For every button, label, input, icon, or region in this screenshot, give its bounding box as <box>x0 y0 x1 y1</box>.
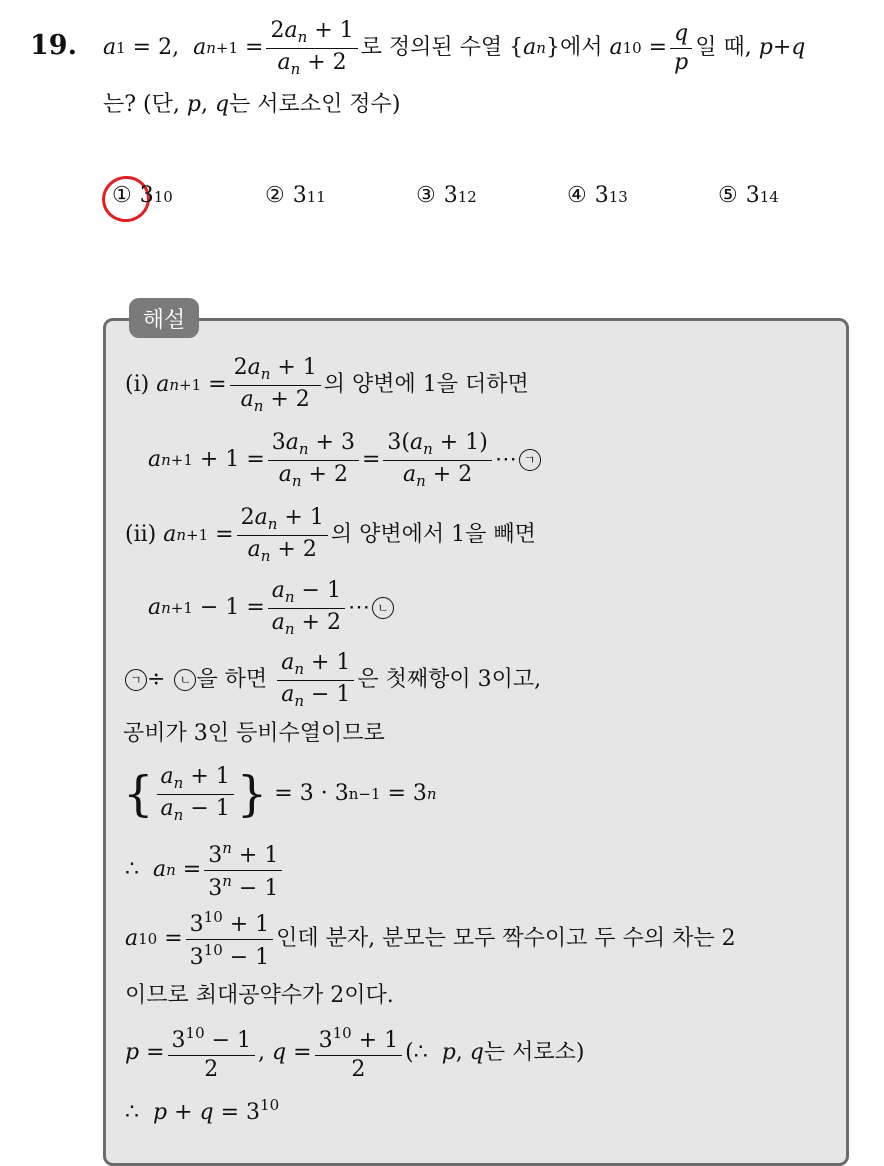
question-line-2: 는? (단, p, q는 서로소인 정수) <box>103 92 401 117</box>
label-giyeok-icon: ㄱ <box>519 449 541 471</box>
sol-line-6: 공비가 3인 등비수열이므로 <box>123 721 385 746</box>
sol-line-10: 이므로 최대공약수가 2이다. <box>125 983 394 1008</box>
label-nieun-icon: ㄴ <box>372 597 394 619</box>
where-text: 에서 <box>559 35 603 60</box>
sol-line-9: a 10 = $\frac{3^{10} + 1}{3^{10} - 1}$ 인데 분자, 분모는 모두 짝수이고 두 수의 차는 2 <box>125 907 736 970</box>
question-number: 19. <box>30 30 77 61</box>
choice-3[interactable]: ③ 3 12 <box>416 183 477 208</box>
label-giyeok-icon: ㄱ <box>125 669 147 691</box>
choice-5[interactable]: ⑤ 3 14 <box>718 183 779 208</box>
q-over-p: $\frac{q}{p}$ <box>670 23 692 74</box>
label-nieun-icon: ㄴ <box>174 669 196 691</box>
solution-tag: 해설 <box>129 298 199 338</box>
choice-4[interactable]: ④ 3 13 <box>567 183 628 208</box>
question-line-1: a 1 = 2, a n +1 = $\frac{2a_n + 1}{a_n + 2}$ 로 정의된 수열 { a n } 에서 a 10 = $\frac{q}{p}$ 일 때, p + q <box>103 17 806 78</box>
sol-line-11: p = $\frac{3^{10} - 1}{2}$ , q = $\frac{3^{10} + 1}{2}$ ( ∴ p , q 는 서로소) <box>125 1023 585 1082</box>
sol-line-3: (ii) a n +1 = $\frac{2a_n + 1}{a_n + 2}$ 의 양변에서 1을 빼면 <box>125 504 536 565</box>
choice-2[interactable]: ② 3 11 <box>265 183 326 208</box>
sol-line-8: ∴ a n = $\frac{3^n + 1}{3^n - 1}$ <box>125 838 285 902</box>
sol-line-7: { $\frac{a_n + 1}{a_n - 1}$ } = 3 · 3 n−1 = 3 n <box>123 763 437 824</box>
seq-text: 로 정의된 수열 <box>360 35 503 60</box>
sol-line-2: a n +1 + 1 = $\frac{3a_n + 3}{a_n + 2}$ = $\frac{3(a_n + 1)}{a_n + 2}$ ⋯ ㄱ <box>148 430 541 490</box>
sol-line-5: ㄱ ÷ ㄴ 을 하면 $\frac{a_n + 1}{a_n - 1}$ 은 첫째항이 3이고, <box>123 650 541 710</box>
choice-1[interactable]: ① 3 10 <box>112 183 173 208</box>
sol-line-12: ∴ $p + q = 3^{10}$ <box>125 1096 280 1125</box>
sol-line-1: (i) a n +1 = $\frac{2a_n + 1}{a_n + 2}$ 의 양변에 1을 더하면 <box>125 354 529 415</box>
recurrence-fraction: $\frac{2a_n + 1}{a_n + 2}$ <box>266 20 357 77</box>
when-text: 일 때, <box>695 35 752 60</box>
sol-line-4: a n +1 − 1 = $\frac{a_n - 1}{a_n + 2}$ ⋯ ㄴ <box>148 578 394 638</box>
